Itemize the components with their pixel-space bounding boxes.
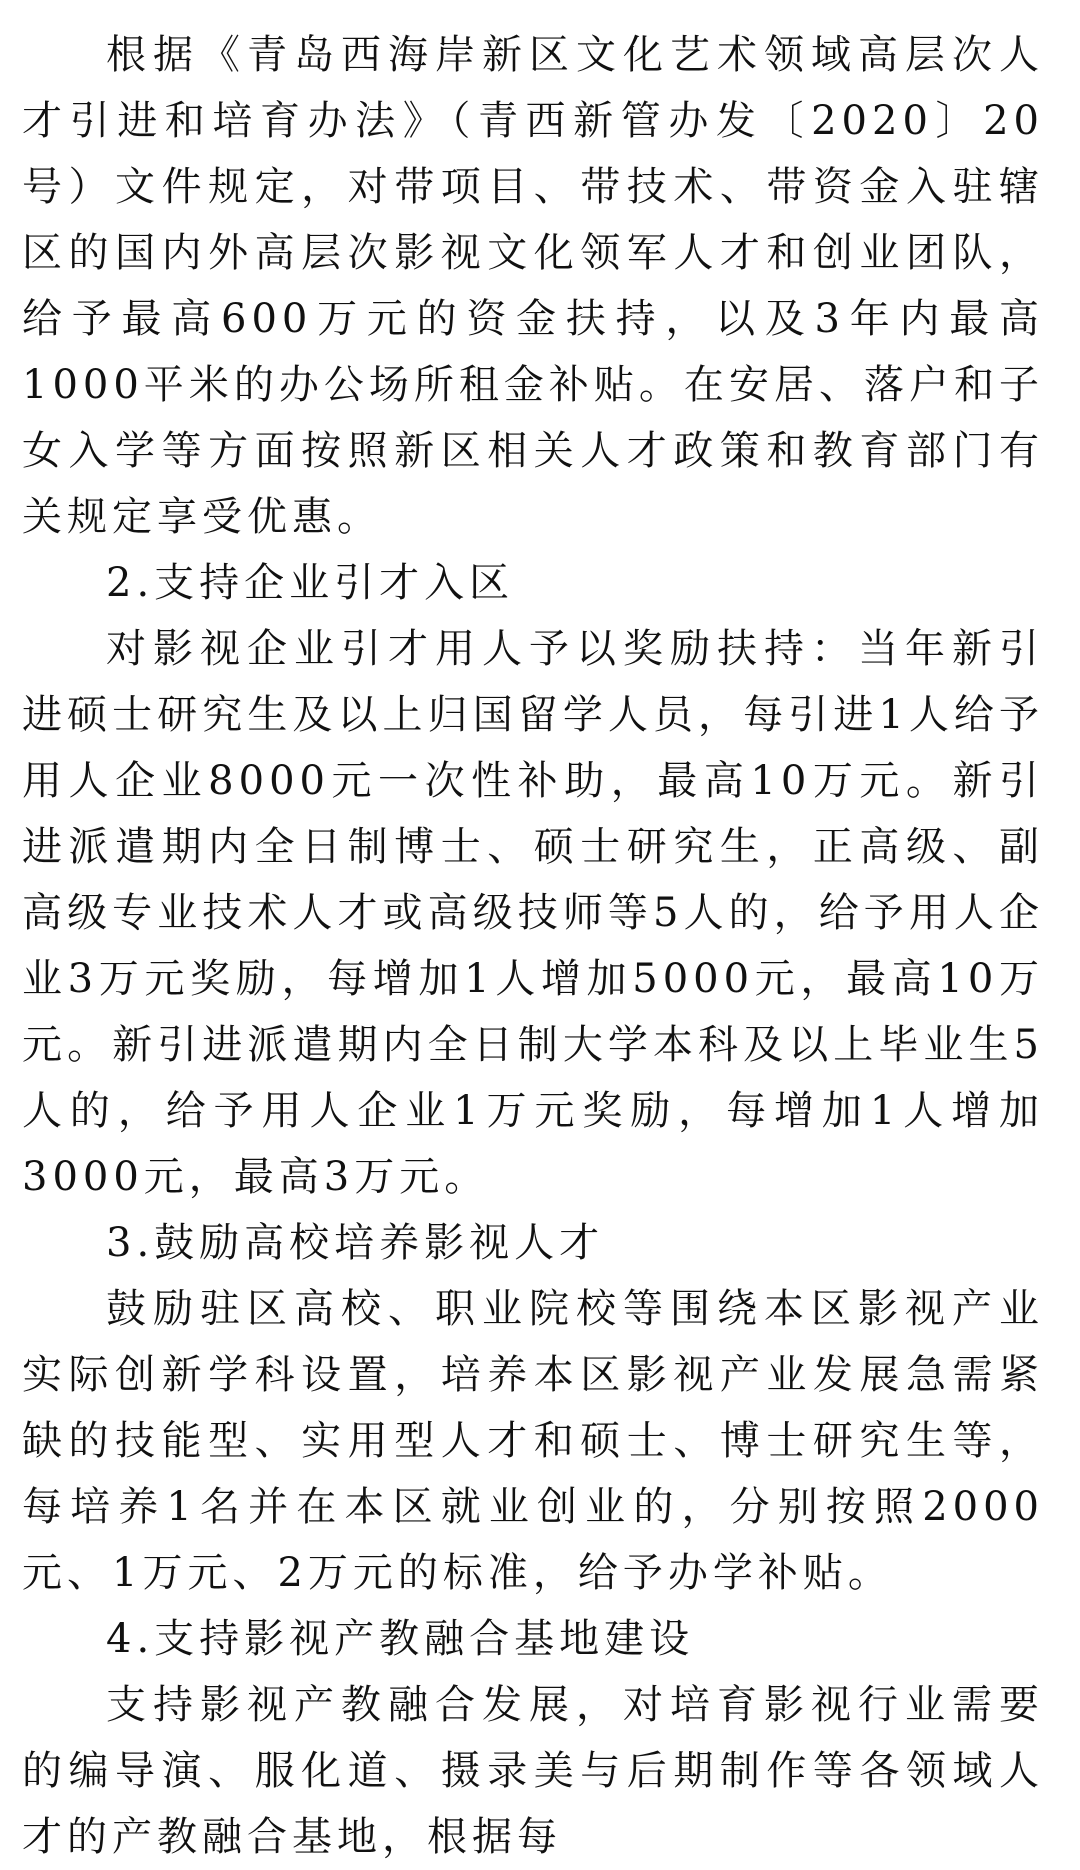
heading-industry-education-base: 4.支持影视产教融合基地建设	[106, 1616, 695, 1662]
paragraph-enterprise-recruitment: 对影视企业引才用人予以奖励扶持：当年新引进硕士研究生及以上归国留学人员，每引进1人给予用人企业8000元一次性补助，最高10万元。新引进派遣期内全日制博士、硕士研究生，正高级、副高级专业技术人才或高级技师等5人的，给予用人企业3万元奖励，每增加1人增加5000元，最高10万元。新引进派遣期内全日制大学本科及以上毕业生5人的，给予用人企业1万元奖励，每增加1人增加3000元，最高3万元。	[22, 626, 1044, 1200]
heading-enterprise-recruitment: 2.支持企业引才入区	[106, 560, 515, 606]
paragraph-university-training: 鼓励驻区高校、职业院校等围绕本区影视产业实际创新学科设置，培养本区影视产业发展急需紧缺的技能型、实用型人才和硕士、博士研究生等，每培养1名并在本区就业创业的，分别按照2000元、1万元、2万元的标准，给予办学补贴。	[22, 1286, 1044, 1596]
paragraph-talent-policy: 根据《青岛西海岸新区文化艺术领域高层次人才引进和培育办法》（青西新管办发〔2020〕20号）文件规定，对带项目、带技术、带资金入驻辖区的国内外高层次影视文化领军人才和创业团队，给予最高600万元的资金扶持，以及3年内最高1000平米的办公场所租金补贴。在安居、落户和子女入学等方面按照新区相关人才政策和教育部门有关规定享受优惠。	[22, 32, 1044, 540]
paragraph-industry-education-base: 支持影视产教融合发展，对培育影视行业需要的编导演、服化道、摄录美与后期制作等各领域人才的产教融合基地，根据每	[22, 1682, 1044, 1860]
heading-university-training: 3.鼓励高校培养影视人才	[106, 1220, 605, 1266]
